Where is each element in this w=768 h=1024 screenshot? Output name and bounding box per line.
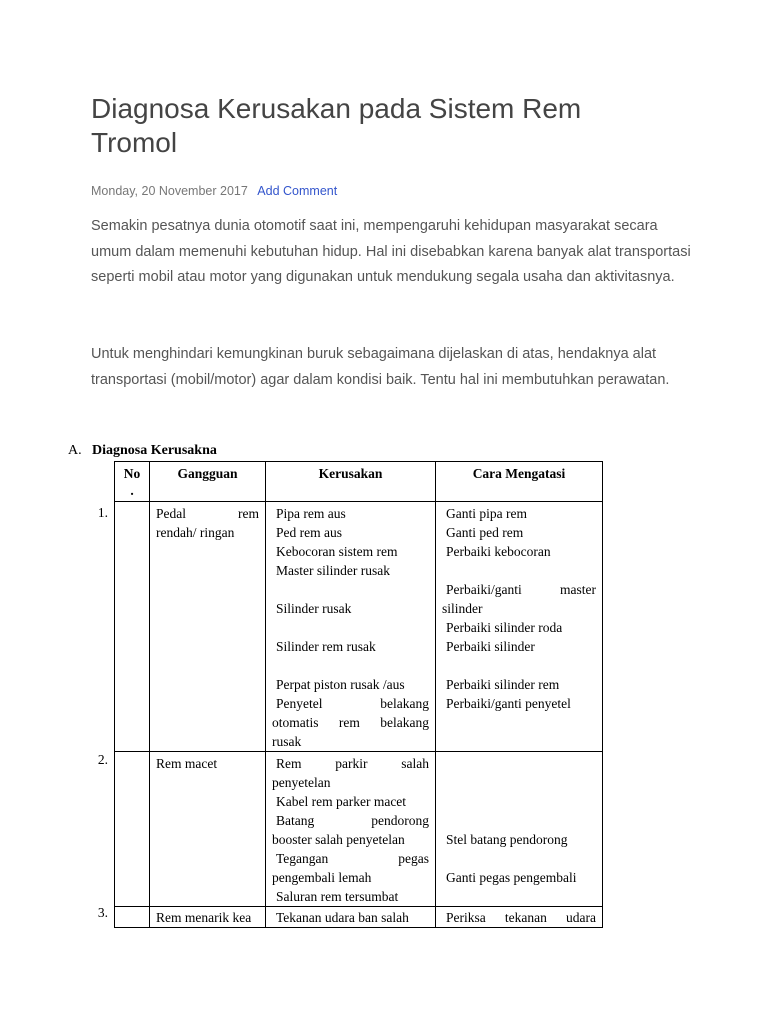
cara-line	[442, 773, 596, 792]
table-row	[115, 907, 603, 928]
header-gangguan: Gangguan	[150, 462, 266, 502]
kerusakan-line: Tegangan pegas	[276, 851, 429, 866]
cell-no	[115, 907, 150, 928]
kerusakan-line	[272, 580, 429, 599]
cara-line	[442, 656, 596, 675]
cara-line: Ganti pipa rem	[446, 506, 527, 521]
section-title: Diagnosa Kerusakna	[92, 443, 217, 458]
section-letter: A.	[68, 443, 82, 458]
header-cara: Cara Mengatasi	[436, 462, 603, 502]
cara-line: Ganti ped rem	[446, 525, 524, 540]
kerusakan-line: Silinder rem rusak	[276, 639, 376, 654]
gangguan-line: Rem menarik kea	[156, 910, 252, 925]
kerusakan-line: Master silinder rusak	[276, 563, 390, 578]
post-meta	[91, 184, 337, 198]
cara-line: Ganti pegas pengembali	[446, 870, 577, 885]
cara-line	[442, 561, 596, 580]
row-number: 3.	[97, 905, 108, 920]
gangguan-line: Pedal rem	[156, 506, 259, 521]
kerusakan-line: Rem parkir salah	[276, 756, 429, 771]
header-no-line2: .	[130, 483, 134, 498]
cara-line	[442, 792, 596, 811]
cell-gangguan	[150, 752, 266, 907]
section-heading	[68, 443, 217, 459]
cara-line	[442, 754, 596, 773]
post-date: Monday, 20 November 2017	[91, 184, 248, 198]
cara-line: Perbaiki silinder	[446, 639, 535, 654]
table-row	[115, 502, 603, 752]
gangguan-line: rendah/ ringan	[156, 525, 235, 540]
kerusakan-line: Silinder rusak	[276, 601, 352, 616]
cara-line: Perbaiki/ganti master	[446, 582, 596, 597]
cell-cara	[436, 502, 603, 752]
cell-no	[115, 752, 150, 907]
cara-line	[442, 811, 596, 830]
kerusakan-line: Penyetel belakang	[276, 696, 429, 711]
header-kerusakan: Kerusakan	[266, 462, 436, 502]
kerusakan-line	[272, 656, 429, 675]
cara-line: Stel batang pendorong	[446, 832, 568, 847]
cara-line	[442, 849, 596, 868]
kerusakan-line: rusak	[272, 734, 302, 749]
row-number: 2.	[97, 752, 108, 767]
kerusakan-line: Tekanan udara ban salah	[276, 910, 409, 925]
kerusakan-line: Kabel rem parker macet	[276, 794, 407, 809]
cell-kerusakan	[266, 907, 436, 928]
kerusakan-line: Pipa rem aus	[276, 506, 346, 521]
gangguan-line: Rem macet	[156, 756, 218, 771]
cell-gangguan	[150, 502, 266, 752]
kerusakan-line: Saluran rem tersumbat	[276, 889, 399, 904]
add-comment-link[interactable]: Add Comment	[257, 184, 338, 198]
kerusakan-line: penyetelan	[272, 775, 331, 790]
intro-paragraph: Semakin pesatnya dunia otomotif saat ini, mempengaruhi kehidupan masyarakat secara umum dalam memenuhi kebutuhan hidup. Hal ini disebabkan karena banyak alat transportasi seperti mobil atau motor yang digunakan untuk mendukung segala usaha dan aktivitasnya.	[91, 218, 691, 285]
cara-line: silinder	[442, 601, 483, 616]
second-paragraph: Untuk menghindari kemungkinan buruk sebagaimana dijelaskan di atas, hendaknya alat transportasi (mobil/motor) agar dalam kondisi baik. Tentu hal ini membutuhkan perawatan.	[91, 346, 670, 388]
cell-kerusakan	[266, 752, 436, 907]
kerusakan-line: Ped rem aus	[276, 525, 342, 540]
cell-cara	[436, 907, 603, 928]
cara-line: Perbaiki silinder rem	[446, 677, 560, 692]
kerusakan-line: Kebocoran sistem rem	[276, 544, 398, 559]
kerusakan-line	[272, 618, 429, 637]
cara-line: Perbaiki silinder roda	[446, 620, 563, 635]
header-no	[115, 462, 150, 502]
cell-no	[115, 502, 150, 752]
row-number: 1.	[97, 505, 108, 520]
cara-line: Perbaiki/ganti penyetel	[446, 696, 571, 711]
kerusakan-line: Perpat piston rusak /aus	[276, 677, 405, 692]
cell-gangguan	[150, 907, 266, 928]
kerusakan-line: otomatis rem belakang	[272, 715, 429, 730]
kerusakan-line: pengembali lemah	[272, 870, 372, 885]
cell-cara	[436, 752, 603, 907]
header-no-line1: No	[123, 466, 141, 481]
cell-kerusakan	[266, 502, 436, 752]
table-row	[115, 752, 603, 907]
kerusakan-line: Batang pendorong	[276, 813, 429, 828]
kerusakan-line: booster salah penyetelan	[272, 832, 405, 847]
diagnosis-table	[114, 461, 603, 928]
cara-line: Perbaiki kebocoran	[446, 544, 551, 559]
article-title: Diagnosa Kerusakan pada Sistem Rem Tromol	[91, 93, 582, 158]
cara-line: Periksa tekanan udara	[446, 910, 596, 925]
